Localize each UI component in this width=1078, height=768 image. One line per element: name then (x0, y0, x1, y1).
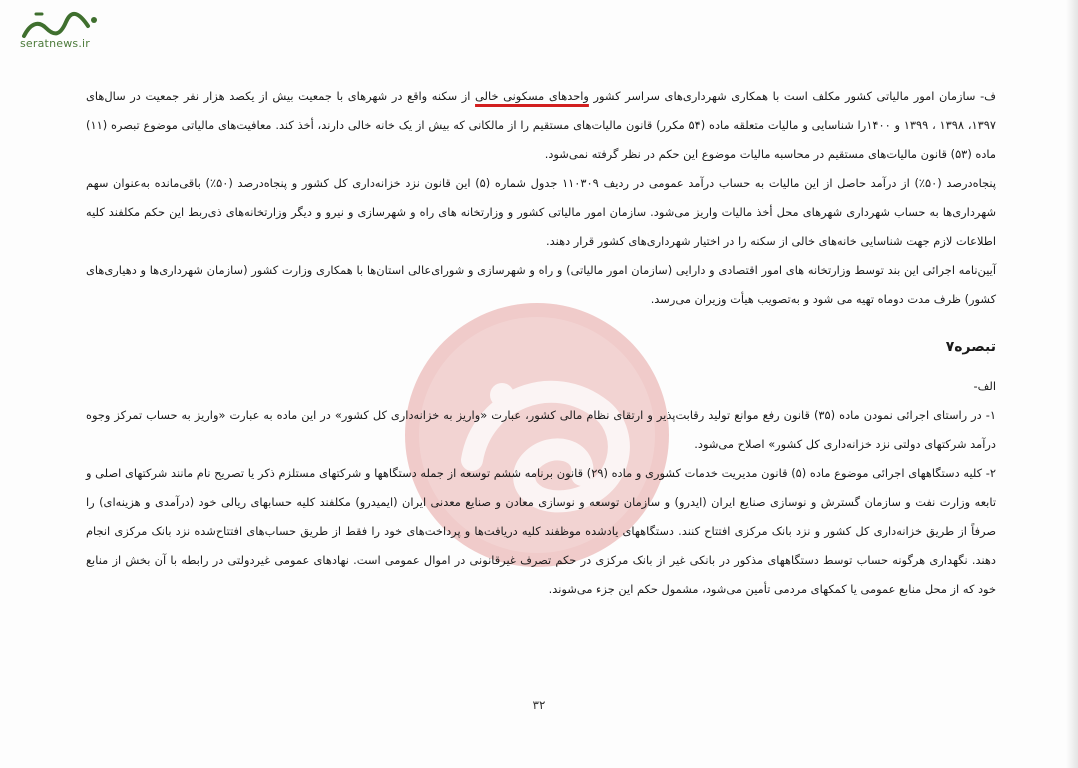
paragraph-f-start: ف- سازمان امور مالیاتی کشور مکلف است با همکاری شهرداری‌های سراسر کشور (588, 89, 996, 103)
section-heading: تبصره۷ (945, 339, 996, 355)
sub-section-alef: الف- (973, 379, 996, 393)
paragraph-f-end: از سکنه واقع در شهرهای با جمعیت بیش از یکصد هزار نفر جمعیت در سال‌های ۱۳۹۷، ۱۳۹۸ ، ۱۳۹۹ و ۱۴۰۰را شناسایی و مالیات متعلقه ماده (۵۴ مکرر) قانون مالیات‌های مستقیم را از مالکانی که بیش از یک خانه خالی دارند، أخذ کند. معافیت‌های مالیاتی موضوع تبصره (۱۱) ماده (۵۳) قانون مالیات‌های مستقیم در محاسبه مالیات موضوع این حکم در نظر گرفته نمی‌شود. (86, 89, 996, 161)
clause-2: ۲- کلیه دستگاههای اجرائی موضوع ماده (۵) قانون مدیریت خدمات کشوری و ماده (۲۹) قانون برنامه ششم توسعه از جمله دستگاهها و شرکتهای مستلزم ذکر یا تصریح نام مانند شرکتهای اصلی و تابعه وزارت نفت و سازمان گسترش و نوسازی صنایع ایران (ایدرو) و سازمان توسعه و نوسازی معادن و صنایع معدنی ایران (ایمیدرو) مکلفند کلیه حسابهای ریالی خود (درآمدی و هزینه‌ای) را صرفاً از طریق خزانه‌داری کل کشور و نزد بانک مرکزی افتتاح کنند. دستگاههای یادشده موظفند کلیه دریافت‌ها و پرداخت‌های خود را فقط از طریق حساب‌های افتتاح‌شده نزد بانک مرکزی انجام دهند. نگهداری هرگونه حساب توسط دستگاههای مذکور در بانکی غیر از بانک مرکزی در حکم تصرف غیرقانونی در اموال عمومی است. نهادهای عمومی غیردولتی در رابطه با آن بخش از منابع خود که از محل منابع عمومی یا کمکهای مردمی تأمین می‌شود، مشمول حکم این جزء می‌شوند. (86, 466, 996, 596)
highlighted-phrase: واحدهای مسکونی خالی (475, 89, 589, 103)
page-number: ۳۲ (532, 698, 546, 712)
paragraph-f (86, 82, 996, 169)
logo-domain: seratnews.ir (20, 37, 91, 50)
document-body (86, 82, 996, 604)
clause-1: ۱- در راستای اجرائی نمودن ماده (۳۵) قانون رفع موانع تولید رقابت‌پذیر و ارتقای نظام مالی کشور، عبارت «واریز به خزانه‌داری کل کشور» در این ماده به عبارت «واریز به حساب تمرکز وجوه درآمد شرکتهای دولتی نزد خزانه‌داری کل کشور» اصلاح می‌شود. (86, 408, 996, 451)
paragraph-revenue-split: پنجاه‌درصد (۵۰٪) از درآمد حاصل از این مالیات به حساب درآمد عمومی در ردیف ۱۱۰۳۰۹ جدول شماره (۵) این قانون نزد خزانه‌داری کل کشور و پنجاه‌درصد (۵۰٪) باقی‌مانده به‌عنوان سهم شهرداری‌ها به حساب شهرداری شهرهای محل أخذ مالیات واریز می‌شود. سازمان امور مالیاتی کشور و وزارتخانه های راه و شهرسازی و نیرو و دیگر وزارتخانه‌های ذی‌ربط این حکم مکلفند کلیه اطلاعات لازم جهت شناسایی خانه‌های خالی از سکنه را در اختیار شهرداری‌های کشور قرار دهند. (86, 176, 997, 248)
paragraph-regulation: آیین‌نامه اجرائی این بند توسط وزارتخانه های امور اقتصادی و دارایی (سازمان امور مالیاتی) و راه و شهرسازی و شورای‌عالی استان‌ها با همکاری وزارت کشور (سازمان شهرداری‌ها و دهیاری‌های کشور) ظرف مدت دوماه تهیه می شود و به‌تصویب هیأت وزیران می‌رسد. (86, 263, 996, 306)
